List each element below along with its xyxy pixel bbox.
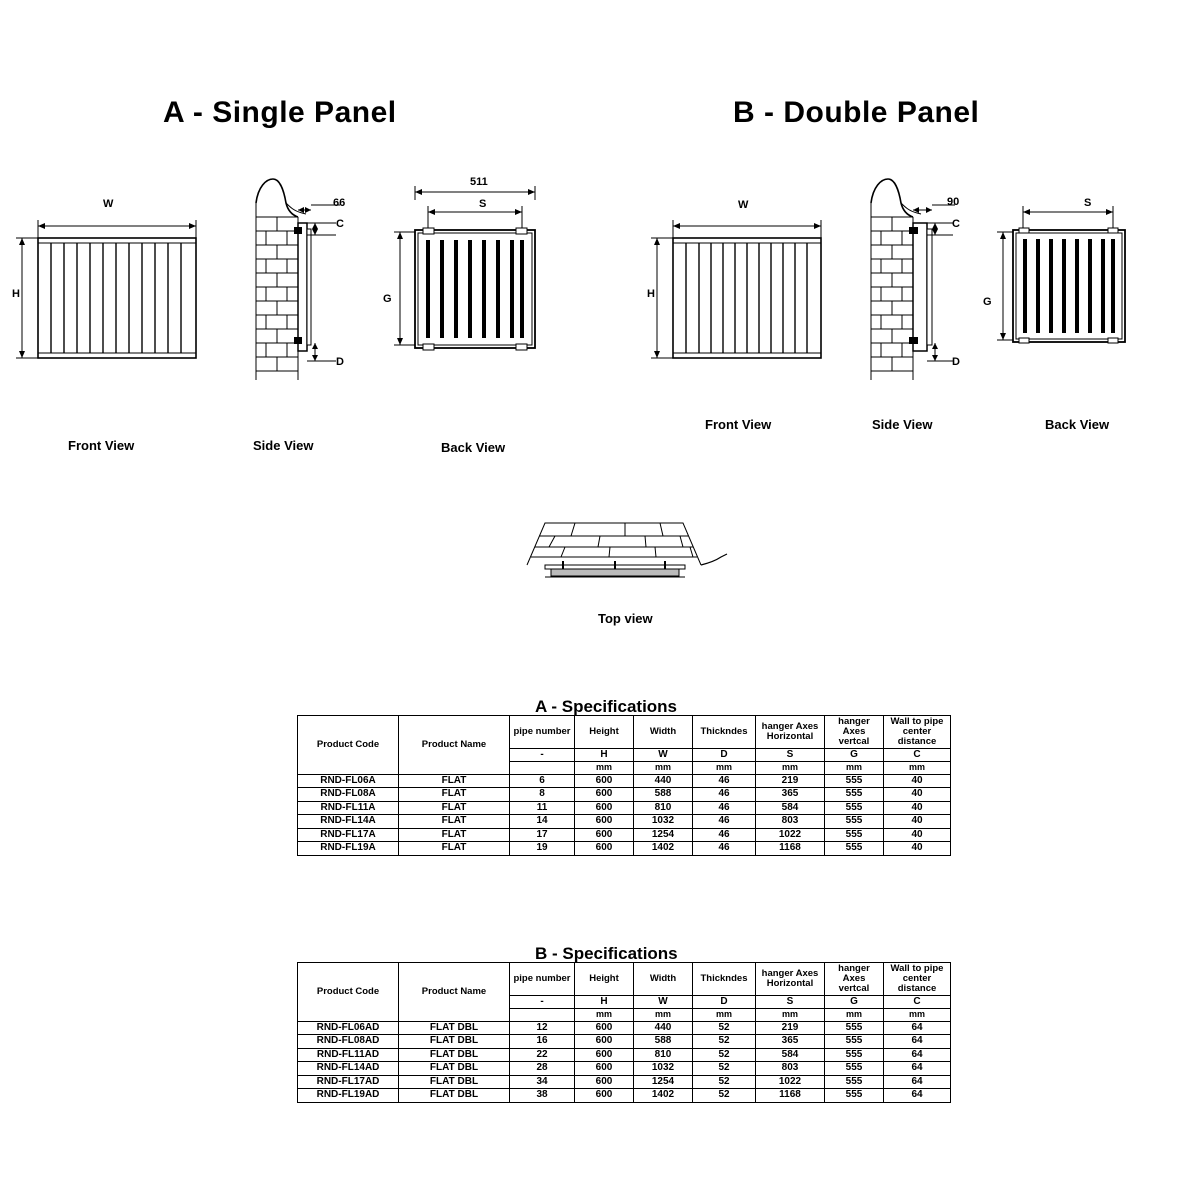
cell-product-name: FLAT DBL — [399, 1089, 510, 1103]
panel-b-back-g-label: G — [983, 296, 992, 308]
cell-c: 40 — [884, 828, 951, 842]
table-row — [298, 1035, 951, 1049]
table-row — [298, 842, 951, 856]
panel-a-side-c-label: C — [336, 218, 344, 230]
cell-product-code: RND-FL17AD — [298, 1075, 399, 1089]
spec-b-title: B - Specifications — [535, 944, 678, 963]
panel-a-front-view-label: Front View — [68, 438, 135, 453]
panel-a-depth-dim-label: 66 — [333, 197, 346, 209]
cell-s: 803 — [756, 1062, 825, 1076]
sym-d: D — [693, 995, 756, 1009]
spec-a-title: A - Specifications — [535, 697, 678, 716]
cell-w: 440 — [634, 774, 693, 788]
panel-a-side-view-label: Side View — [253, 438, 314, 453]
unit-d: mm — [693, 762, 756, 774]
cell-h: 600 — [575, 1089, 634, 1103]
cell-c: 40 — [884, 774, 951, 788]
cell-c: 64 — [884, 1035, 951, 1049]
cell-d: 46 — [693, 842, 756, 856]
th-product-code: Product Code — [298, 963, 399, 1022]
sym-h: H — [575, 995, 634, 1009]
table-header-row — [298, 716, 951, 749]
cell-c: 40 — [884, 801, 951, 815]
unit-c: mm — [884, 762, 951, 774]
cell-g: 555 — [825, 774, 884, 788]
cell-product-code: RND-FL08AD — [298, 1035, 399, 1049]
unit-h: mm — [575, 1009, 634, 1021]
cell-g: 555 — [825, 1089, 884, 1103]
cell-s: 584 — [756, 801, 825, 815]
cell-h: 600 — [575, 788, 634, 802]
cell-product-name: FLAT — [399, 788, 510, 802]
panel-b-depth-dim-label: 90 — [947, 196, 960, 208]
cell-w: 810 — [634, 1048, 693, 1062]
panel-a-back-view-label: Back View — [441, 440, 506, 455]
cell-s: 1022 — [756, 1075, 825, 1089]
cell-product-name: FLAT DBL — [399, 1062, 510, 1076]
unit-s: mm — [756, 1009, 825, 1021]
cell-c: 64 — [884, 1021, 951, 1035]
cell-product-code: RND-FL17A — [298, 828, 399, 842]
panel-a-side-view-drawing — [240, 165, 370, 380]
panel-a-front-width-label: W — [103, 198, 114, 210]
cell-h: 600 — [575, 1035, 634, 1049]
unit-pipe — [510, 762, 575, 774]
cell-pipe: 34 — [510, 1075, 575, 1089]
cell-g: 555 — [825, 842, 884, 856]
cell-d: 52 — [693, 1035, 756, 1049]
cell-s: 219 — [756, 774, 825, 788]
panel-b-side-c-label: C — [952, 218, 960, 230]
cell-product-name: FLAT — [399, 815, 510, 829]
sym-c: C — [884, 748, 951, 762]
panel-b-front-view-label: Front View — [705, 417, 772, 432]
table-row — [298, 828, 951, 842]
th-height: Height — [575, 716, 634, 749]
cell-pipe: 17 — [510, 828, 575, 842]
unit-g: mm — [825, 1009, 884, 1021]
cell-w: 588 — [634, 788, 693, 802]
panel-b-front-height-label: H — [647, 288, 655, 300]
cell-s: 584 — [756, 1048, 825, 1062]
cell-pipe: 11 — [510, 801, 575, 815]
sym-w: W — [634, 995, 693, 1009]
cell-product-code: RND-FL06A — [298, 774, 399, 788]
th-hanger-axes-vertical: hanger Axes vertcal — [825, 963, 884, 996]
cell-product-code: RND-FL11A — [298, 801, 399, 815]
th-product-name: Product Name — [399, 716, 510, 775]
cell-product-name: FLAT DBL — [399, 1021, 510, 1035]
cell-d: 52 — [693, 1089, 756, 1103]
panel-b-back-view-label: Back View — [1045, 417, 1110, 432]
cell-product-name: FLAT — [399, 828, 510, 842]
cell-product-code: RND-FL11AD — [298, 1048, 399, 1062]
panel-a-back-511-label: 511 — [470, 176, 488, 188]
cell-w: 1032 — [634, 1062, 693, 1076]
unit-w: mm — [634, 762, 693, 774]
sym-pipe: - — [510, 995, 575, 1009]
panel-a-front-height-label: H — [12, 288, 20, 300]
th-width: Width — [634, 716, 693, 749]
cell-d: 52 — [693, 1062, 756, 1076]
sym-s: S — [756, 995, 825, 1009]
cell-pipe: 22 — [510, 1048, 575, 1062]
th-hanger-axes-horizontal: hanger Axes Horizontal — [756, 963, 825, 996]
table-row — [298, 1048, 951, 1062]
cell-w: 1254 — [634, 828, 693, 842]
table-row — [298, 788, 951, 802]
panel-b-front-width-label: W — [738, 199, 749, 211]
cell-g: 555 — [825, 1035, 884, 1049]
unit-h: mm — [575, 762, 634, 774]
unit-g: mm — [825, 762, 884, 774]
cell-c: 40 — [884, 842, 951, 856]
cell-product-code: RND-FL19AD — [298, 1089, 399, 1103]
sym-h: H — [575, 748, 634, 762]
cell-d: 52 — [693, 1075, 756, 1089]
cell-d: 46 — [693, 788, 756, 802]
cell-w: 1402 — [634, 842, 693, 856]
cell-product-code: RND-FL06AD — [298, 1021, 399, 1035]
panel-b-back-view-drawing — [975, 180, 1165, 375]
th-hanger-axes-horizontal: hanger Axes Horizontal — [756, 716, 825, 749]
panel-b-back-s-label: S — [1084, 197, 1092, 209]
th-hanger-axes-vertical: hanger Axes vertcal — [825, 716, 884, 749]
cell-s: 365 — [756, 788, 825, 802]
th-pipe-number: pipe number — [510, 963, 575, 996]
sym-w: W — [634, 748, 693, 762]
unit-d: mm — [693, 1009, 756, 1021]
cell-product-name: FLAT — [399, 842, 510, 856]
panel-a-back-g-label: G — [383, 293, 392, 305]
top-view-drawing — [505, 505, 755, 595]
cell-product-code: RND-FL14AD — [298, 1062, 399, 1076]
cell-product-name: FLAT — [399, 774, 510, 788]
cell-pipe: 8 — [510, 788, 575, 802]
cell-c: 64 — [884, 1062, 951, 1076]
cell-h: 600 — [575, 1021, 634, 1035]
cell-h: 600 — [575, 828, 634, 842]
cell-c: 64 — [884, 1048, 951, 1062]
spec-a-table — [297, 715, 951, 856]
cell-pipe: 12 — [510, 1021, 575, 1035]
cell-h: 600 — [575, 842, 634, 856]
unit-c: mm — [884, 1009, 951, 1021]
sym-d: D — [693, 748, 756, 762]
sym-s: S — [756, 748, 825, 762]
th-product-code: Product Code — [298, 716, 399, 775]
cell-w: 588 — [634, 1035, 693, 1049]
cell-g: 555 — [825, 1048, 884, 1062]
cell-d: 46 — [693, 801, 756, 815]
cell-c: 64 — [884, 1089, 951, 1103]
cell-h: 600 — [575, 1062, 634, 1076]
table-row — [298, 1089, 951, 1103]
cell-product-code: RND-FL14A — [298, 815, 399, 829]
table-row — [298, 774, 951, 788]
cell-g: 555 — [825, 828, 884, 842]
cell-pipe: 14 — [510, 815, 575, 829]
cell-h: 600 — [575, 815, 634, 829]
cell-d: 46 — [693, 828, 756, 842]
th-height: Height — [575, 963, 634, 996]
cell-w: 810 — [634, 801, 693, 815]
cell-product-code: RND-FL08A — [298, 788, 399, 802]
sym-g: G — [825, 748, 884, 762]
cell-pipe: 38 — [510, 1089, 575, 1103]
cell-g: 555 — [825, 1062, 884, 1076]
cell-pipe: 16 — [510, 1035, 575, 1049]
cell-s: 803 — [756, 815, 825, 829]
sym-g: G — [825, 995, 884, 1009]
table-row — [298, 1062, 951, 1076]
th-wall-to-pipe-center-distance: Wall to pipe center distance — [884, 963, 951, 996]
sym-pipe: - — [510, 748, 575, 762]
cell-g: 555 — [825, 788, 884, 802]
cell-s: 365 — [756, 1035, 825, 1049]
unit-w: mm — [634, 1009, 693, 1021]
panel-b-front-view-drawing — [645, 190, 835, 375]
spec-b-table-wrapper — [297, 962, 951, 1103]
spec-a-table-wrapper — [297, 715, 951, 856]
panel-a-front-view-drawing — [10, 190, 210, 375]
cell-pipe: 28 — [510, 1062, 575, 1076]
cell-c: 40 — [884, 815, 951, 829]
cell-d: 52 — [693, 1021, 756, 1035]
table-header-row — [298, 963, 951, 996]
cell-g: 555 — [825, 815, 884, 829]
table-row — [298, 801, 951, 815]
cell-product-name: FLAT — [399, 801, 510, 815]
cell-g: 555 — [825, 1021, 884, 1035]
panel-a-back-s-label: S — [479, 198, 487, 210]
cell-pipe: 6 — [510, 774, 575, 788]
cell-g: 555 — [825, 1075, 884, 1089]
panel-b-side-d-label: D — [952, 356, 960, 368]
unit-s: mm — [756, 762, 825, 774]
cell-h: 600 — [575, 801, 634, 815]
cell-h: 600 — [575, 774, 634, 788]
th-thickness: Thickndes — [693, 716, 756, 749]
cell-d: 52 — [693, 1048, 756, 1062]
table-row — [298, 1075, 951, 1089]
cell-product-name: FLAT DBL — [399, 1048, 510, 1062]
cell-pipe: 19 — [510, 842, 575, 856]
cell-d: 46 — [693, 815, 756, 829]
th-width: Width — [634, 963, 693, 996]
cell-g: 555 — [825, 801, 884, 815]
cell-w: 1254 — [634, 1075, 693, 1089]
cell-product-code: RND-FL19A — [298, 842, 399, 856]
panel-a-side-d-label: D — [336, 356, 344, 368]
cell-product-name: FLAT DBL — [399, 1035, 510, 1049]
th-wall-to-pipe-center-distance: Wall to pipe center distance — [884, 716, 951, 749]
top-view-label: Top view — [598, 611, 653, 626]
panel-b-title: B - Double Panel — [733, 96, 980, 129]
cell-s: 1168 — [756, 842, 825, 856]
panel-a-back-view-drawing — [370, 170, 580, 375]
spec-b-table — [297, 962, 951, 1103]
cell-s: 1168 — [756, 1089, 825, 1103]
panel-b-side-view-drawing — [855, 165, 985, 380]
cell-h: 600 — [575, 1075, 634, 1089]
panel-b-side-view-label: Side View — [872, 417, 933, 432]
cell-w: 1032 — [634, 815, 693, 829]
unit-pipe — [510, 1009, 575, 1021]
cell-c: 64 — [884, 1075, 951, 1089]
table-row — [298, 815, 951, 829]
cell-w: 440 — [634, 1021, 693, 1035]
th-product-name: Product Name — [399, 963, 510, 1022]
th-thickness: Thickndes — [693, 963, 756, 996]
cell-product-name: FLAT DBL — [399, 1075, 510, 1089]
panel-a-title: A - Single Panel — [163, 96, 397, 129]
cell-s: 1022 — [756, 828, 825, 842]
cell-s: 219 — [756, 1021, 825, 1035]
th-pipe-number: pipe number — [510, 716, 575, 749]
cell-c: 40 — [884, 788, 951, 802]
sym-c: C — [884, 995, 951, 1009]
cell-h: 600 — [575, 1048, 634, 1062]
table-row — [298, 1021, 951, 1035]
cell-d: 46 — [693, 774, 756, 788]
cell-w: 1402 — [634, 1089, 693, 1103]
